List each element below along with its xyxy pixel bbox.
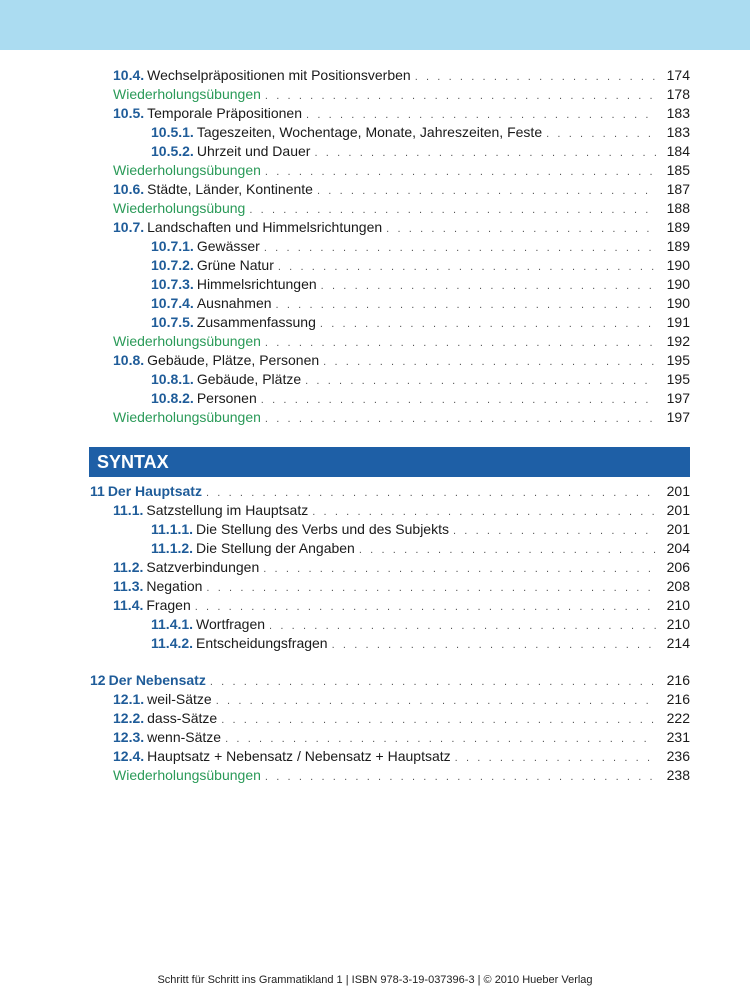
toc-entry-number: 12.2. xyxy=(113,710,145,726)
dot-leader xyxy=(314,144,656,161)
toc-entry-title: Gebäude, Plätze xyxy=(196,371,302,387)
dot-leader xyxy=(225,730,656,747)
toc-entry-title: Temporale Präpositionen xyxy=(147,105,303,121)
toc-entry xyxy=(151,370,690,389)
dot-leader xyxy=(264,239,656,256)
toc-entry-number: 10.5. xyxy=(113,105,145,121)
toc-entry-title: weil-Sätze xyxy=(147,691,212,707)
toc-entry-title: Himmelsrichtungen xyxy=(196,276,317,292)
toc-entry-page: 190 xyxy=(666,295,690,311)
dot-leader xyxy=(206,579,656,596)
toc-entry-number: 11 xyxy=(90,483,105,499)
toc-entry-number: 11.1.2. xyxy=(151,540,194,556)
toc-entry-number: 11.4. xyxy=(113,597,144,613)
toc-entry xyxy=(90,671,690,690)
toc-entry-page: 190 xyxy=(666,257,690,273)
dot-leader xyxy=(216,692,656,709)
toc-entry-title: Wiederholungsübungen xyxy=(113,333,261,349)
toc-entry-number: 10.7.4. xyxy=(151,295,194,311)
toc-entry xyxy=(113,501,690,520)
dot-leader xyxy=(546,125,656,142)
toc-entry-number: 11.3. xyxy=(113,578,144,594)
toc-entry xyxy=(113,747,690,766)
toc-entry-page: 210 xyxy=(666,597,690,613)
toc-entry xyxy=(113,199,690,218)
toc-entry xyxy=(151,256,690,275)
toc-entry xyxy=(113,66,690,85)
toc-entry-number: 12.3. xyxy=(113,729,145,745)
toc-entry-title: wenn-Sätze xyxy=(147,729,222,745)
toc-entry xyxy=(113,351,690,370)
toc-entry xyxy=(113,332,690,351)
dot-leader xyxy=(321,277,656,294)
toc-entry xyxy=(151,520,690,539)
toc-entry-page: 208 xyxy=(666,578,690,594)
dot-leader xyxy=(265,334,656,351)
toc-entry-page: 204 xyxy=(666,540,690,556)
dot-leader xyxy=(265,87,656,104)
toc-entry-page: 178 xyxy=(666,86,690,102)
toc-entry xyxy=(151,142,690,161)
toc-entry-number: 12.1. xyxy=(113,691,145,707)
toc-entry-number: 10.8.1. xyxy=(151,371,194,387)
toc-entry-page: 190 xyxy=(666,276,690,292)
toc-entry xyxy=(113,85,690,104)
toc-entry xyxy=(151,539,690,558)
toc-entry-title: Negation xyxy=(146,578,203,594)
toc-entry xyxy=(113,596,690,615)
toc-entry-page: 206 xyxy=(666,559,690,575)
dot-leader xyxy=(455,749,656,766)
toc-entry-page: 197 xyxy=(666,390,690,406)
section-heading-syntax: SYNTAX xyxy=(89,447,690,477)
dot-leader xyxy=(312,503,656,520)
toc-entry xyxy=(113,180,690,199)
toc-entry-title: Tageszeiten, Wochentage, Monate, Jahreszeiten, Feste xyxy=(196,124,543,140)
toc-entry-number: 11.2. xyxy=(113,559,144,575)
toc-entry-page: 187 xyxy=(666,181,690,197)
toc-entry-page: 210 xyxy=(666,616,690,632)
toc-entry-number: 10.7.1. xyxy=(151,238,194,254)
toc-entry-title: Wiederholungsübungen xyxy=(113,86,261,102)
dot-leader xyxy=(195,598,656,615)
toc-entry-number: 10.5.2. xyxy=(151,143,194,159)
toc-entry-title: Gewässer xyxy=(196,238,260,254)
dot-leader xyxy=(323,353,656,370)
toc-entry-number: 11.4.2. xyxy=(151,635,194,651)
toc-entry xyxy=(113,558,690,577)
toc-entry-title: Wiederholungsübungen xyxy=(113,767,261,783)
toc-entry-title: Satzstellung im Hauptsatz xyxy=(146,502,309,518)
dot-leader xyxy=(359,541,656,558)
toc-entry-number: 10.7.2. xyxy=(151,257,194,273)
dot-leader xyxy=(265,410,656,427)
dot-leader xyxy=(317,182,656,199)
dot-leader xyxy=(306,106,656,123)
toc-entry xyxy=(113,161,690,180)
toc-entry-title: Wiederholungsübungen xyxy=(113,162,261,178)
dot-leader xyxy=(265,768,656,785)
toc-entry-number: 11.1.1. xyxy=(151,521,194,537)
toc-entry xyxy=(113,766,690,785)
toc-entry-title: Fragen xyxy=(146,597,191,613)
toc-entry-title: Gebäude, Plätze, Personen xyxy=(147,352,320,368)
toc-entry-page: 201 xyxy=(666,521,690,537)
toc-entry-number: 10.7. xyxy=(113,219,145,235)
toc-entry-page: 216 xyxy=(666,691,690,707)
dot-leader xyxy=(276,296,656,313)
toc-entry-page: 201 xyxy=(666,502,690,518)
dot-leader xyxy=(261,391,656,408)
toc-entry-title: Die Stellung der Angaben xyxy=(196,540,355,556)
toc-entry-title: Uhrzeit und Dauer xyxy=(196,143,311,159)
toc-entry xyxy=(113,408,690,427)
toc-entry xyxy=(113,218,690,237)
toc-entry-page: 195 xyxy=(666,371,690,387)
toc-entry xyxy=(151,313,690,332)
dot-leader xyxy=(269,617,656,634)
toc-entry xyxy=(151,634,690,653)
toc-entry-title: Hauptsatz + Nebensatz / Nebensatz + Hauptsatz xyxy=(147,748,451,764)
toc-entry-page: 185 xyxy=(666,162,690,178)
toc-entry-page: 238 xyxy=(666,767,690,783)
toc-entry-page: 195 xyxy=(666,352,690,368)
toc-entry-title: Zusammenfassung xyxy=(196,314,316,330)
toc-entry-page: 188 xyxy=(666,200,690,216)
toc-entry-number: 12.4. xyxy=(113,748,145,764)
toc-entry-page: 191 xyxy=(666,314,690,330)
toc-entry-page: 189 xyxy=(666,238,690,254)
toc-entry-page: 192 xyxy=(666,333,690,349)
dot-leader xyxy=(206,484,656,501)
toc-entry xyxy=(113,104,690,123)
toc-entry xyxy=(113,577,690,596)
toc-entry-page: 183 xyxy=(666,105,690,121)
toc-entry-title: Personen xyxy=(196,390,257,406)
dot-leader xyxy=(453,522,656,539)
toc-entry-title: Ausnahmen xyxy=(196,295,272,311)
toc-entry xyxy=(151,615,690,634)
toc-entry-page: 236 xyxy=(666,748,690,764)
toc-entry-title: Die Stellung des Verbs und des Subjekts xyxy=(196,521,449,537)
toc-entry-title: dass-Sätze xyxy=(147,710,218,726)
toc-entry-title: Entscheidungsfragen xyxy=(196,635,328,651)
dot-leader xyxy=(305,372,656,389)
toc-entry-page: 231 xyxy=(666,729,690,745)
toc-entry xyxy=(151,275,690,294)
toc-entry-number: 10.7.5. xyxy=(151,314,194,330)
toc-entry-title: Städte, Länder, Kontinente xyxy=(147,181,313,197)
header-band xyxy=(0,0,750,50)
dot-leader xyxy=(320,315,656,332)
toc-entry xyxy=(151,294,690,313)
toc-entry-title: Grüne Natur xyxy=(196,257,274,273)
dot-leader xyxy=(415,68,656,85)
dot-leader xyxy=(265,163,656,180)
dot-leader xyxy=(210,673,656,690)
toc-entry xyxy=(113,709,690,728)
dot-leader xyxy=(278,258,656,275)
toc-entry-number: 11.1. xyxy=(113,502,144,518)
toc-entry-title: Wechselpräpositionen mit Positionsverben xyxy=(147,67,411,83)
toc-entry-number: 10.8. xyxy=(113,352,145,368)
toc-entry-number: 12 xyxy=(90,672,106,688)
dot-leader xyxy=(249,201,656,218)
toc-entry-number: 10.7.3. xyxy=(151,276,194,292)
dot-leader xyxy=(263,560,656,577)
toc-entry xyxy=(151,389,690,408)
toc-entry-page: 222 xyxy=(666,710,690,726)
toc-entry xyxy=(113,690,690,709)
toc-entry-title: Der Nebensatz xyxy=(108,672,206,688)
page-footer: Schritt für Schritt ins Grammatikland 1 | ISBN 978-3-19-037396-3 | © 2010 Hueber Verlag xyxy=(157,974,593,986)
toc-entry-page: 189 xyxy=(666,219,690,235)
toc-entry xyxy=(90,482,690,501)
toc-entry-title: Der Hauptsatz xyxy=(107,483,202,499)
toc-entry xyxy=(151,123,690,142)
toc-entry-number: 10.6. xyxy=(113,181,145,197)
toc-entry-number: 11.4.1. xyxy=(151,616,194,632)
toc-entry-title: Landschaften und Himmelsrichtungen xyxy=(147,219,383,235)
toc-entry-number: 10.5.1. xyxy=(151,124,194,140)
toc-entry-page: 184 xyxy=(666,143,690,159)
toc-entry xyxy=(113,728,690,747)
toc-entry-title: Satzverbindungen xyxy=(146,559,260,575)
dot-leader xyxy=(332,636,656,653)
toc-entry-page: 197 xyxy=(666,409,690,425)
toc-entry-number: 10.8.2. xyxy=(151,390,194,406)
toc-entry-number: 10.4. xyxy=(113,67,145,83)
toc-entry-page: 201 xyxy=(666,483,690,499)
dot-leader xyxy=(221,711,656,728)
toc-entry-title: Wiederholungsübungen xyxy=(113,409,261,425)
toc-entry xyxy=(151,237,690,256)
toc-entry-page: 216 xyxy=(666,672,690,688)
toc-entry-title: Wortfragen xyxy=(196,616,266,632)
dot-leader xyxy=(386,220,656,237)
toc-entry-page: 174 xyxy=(666,67,690,83)
toc-entry-title: Wiederholungsübung xyxy=(113,200,246,216)
toc-entry-page: 214 xyxy=(666,635,690,651)
toc-entry-page: 183 xyxy=(666,124,690,140)
